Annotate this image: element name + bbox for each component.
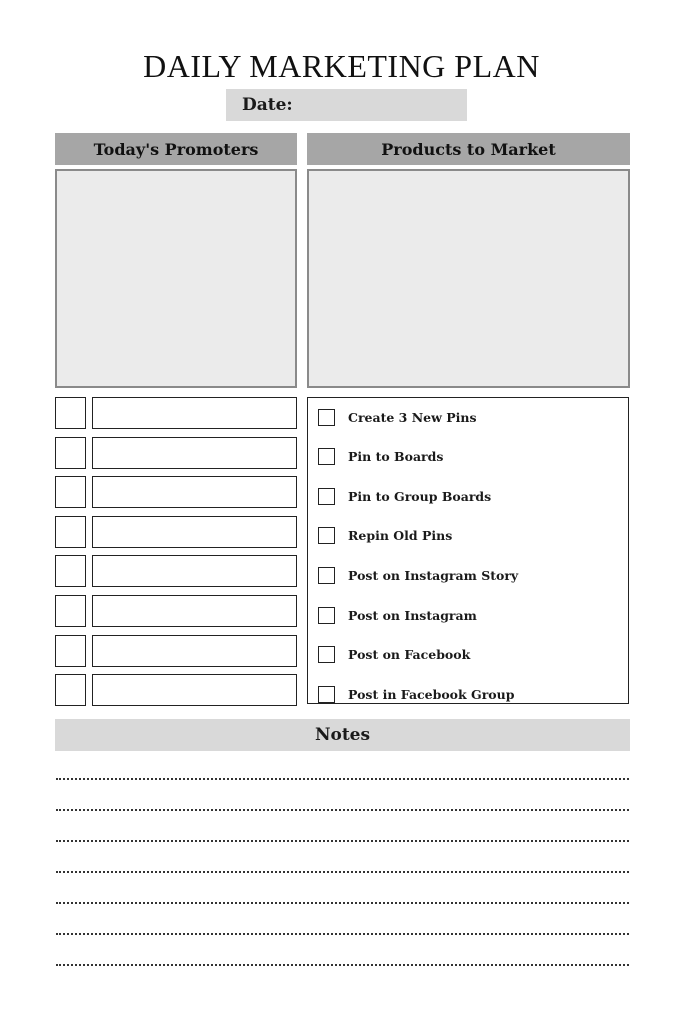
task-item[interactable] — [318, 482, 491, 510]
promoter-checkbox[interactable] — [55, 437, 86, 469]
products-header: Products to Market — [307, 133, 630, 165]
task-checkbox[interactable] — [318, 607, 335, 624]
promoter-row — [55, 555, 297, 587]
task-label: Pin to Group Boards — [348, 488, 492, 504]
task-item[interactable] — [318, 403, 476, 431]
task-checkbox[interactable] — [318, 409, 335, 426]
task-label: Repin Old Pins — [348, 528, 453, 544]
promoter-checkbox[interactable] — [55, 595, 86, 627]
task-label: Post on Instagram — [348, 607, 477, 623]
date-field[interactable] — [226, 89, 467, 121]
note-line[interactable] — [56, 964, 629, 966]
task-checkbox[interactable] — [318, 686, 335, 703]
promoter-checkbox[interactable] — [55, 635, 86, 667]
promoters-header: Today's Promoters — [55, 133, 297, 165]
promoter-row — [55, 595, 297, 627]
products-box[interactable] — [307, 169, 630, 388]
promoter-checkbox[interactable] — [55, 555, 86, 587]
promoter-name-field[interactable] — [92, 555, 297, 587]
promoter-name-field[interactable] — [92, 397, 297, 429]
promoter-name-field[interactable] — [92, 437, 297, 469]
date-label: Date: — [242, 95, 293, 115]
task-label: Pin to Boards — [348, 449, 444, 465]
notes-header: Notes — [55, 719, 630, 751]
task-checkbox[interactable] — [318, 527, 335, 544]
task-label: Post on Facebook — [348, 647, 471, 663]
promoter-row — [55, 476, 297, 508]
task-item[interactable] — [318, 601, 477, 629]
note-line[interactable] — [56, 809, 629, 811]
note-line[interactable] — [56, 933, 629, 935]
promoter-name-field[interactable] — [92, 674, 297, 706]
task-checklist — [307, 397, 629, 704]
note-line[interactable] — [56, 902, 629, 904]
task-item[interactable] — [318, 680, 514, 708]
promoter-name-field[interactable] — [92, 476, 297, 508]
promoter-row — [55, 674, 297, 706]
task-checkbox[interactable] — [318, 488, 335, 505]
promoter-name-field[interactable] — [92, 595, 297, 627]
note-line[interactable] — [56, 840, 629, 842]
promoter-row — [55, 516, 297, 548]
task-item[interactable] — [318, 522, 452, 550]
promoter-row — [55, 397, 297, 429]
task-label: Post in Facebook Group — [348, 686, 515, 702]
note-line[interactable] — [56, 778, 629, 780]
promoter-checkbox[interactable] — [55, 674, 86, 706]
task-checkbox[interactable] — [318, 567, 335, 584]
task-item[interactable] — [318, 443, 443, 471]
task-label: Create 3 New Pins — [348, 409, 477, 425]
note-line[interactable] — [56, 871, 629, 873]
task-item[interactable] — [318, 561, 518, 589]
page-title: DAILY MARKETING PLAN — [143, 48, 540, 84]
promoters-box[interactable] — [55, 169, 297, 388]
promoter-checkbox[interactable] — [55, 516, 86, 548]
task-checkbox[interactable] — [318, 448, 335, 465]
promoter-row — [55, 635, 297, 667]
promoter-row — [55, 437, 297, 469]
task-item[interactable] — [318, 641, 470, 669]
task-checkbox[interactable] — [318, 646, 335, 663]
promoter-checkbox[interactable] — [55, 397, 86, 429]
task-label: Post on Instagram Story — [348, 567, 519, 583]
promoter-name-field[interactable] — [92, 635, 297, 667]
promoter-name-field[interactable] — [92, 516, 297, 548]
promoter-checkbox[interactable] — [55, 476, 86, 508]
